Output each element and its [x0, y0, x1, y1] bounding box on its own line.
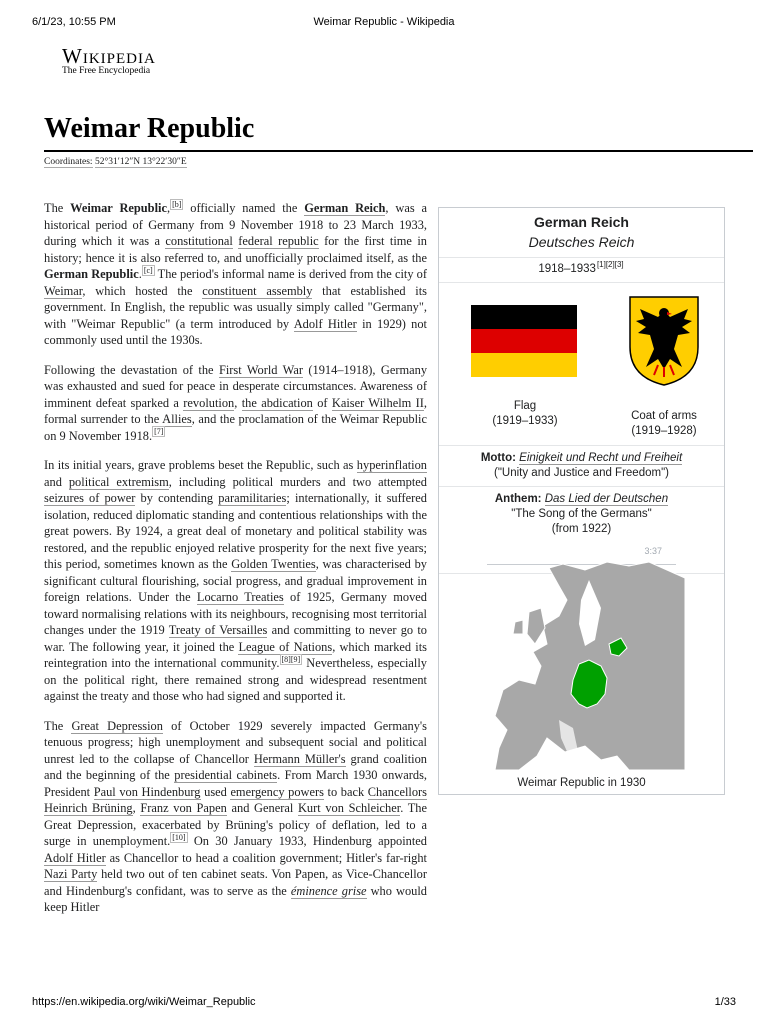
anthem-link[interactable]: Das Lied der Deutschen: [544, 493, 669, 505]
paragraph-4: The Great Depression of October 1929 severely impacted Germany's tenuous progress; high unemployment and subsequent social and political unrest led to the collapse of Chancellor Hermann Müller's grand coalition and the beginning of the presidential cabinets. From March 1930 onwards, President Paul von Hindenburg used emergency powers to back Chancellors Heinrich Brüning, Franz von Papen and General Kurt von Schleicher. The Great Depression, exacerbated by Brüning's policy of deflation, led to a surge in unemployment. [10] On 30 January 1933, Hindenburg appointed Adolf Hitler as Chancellor to head a coalition government; Hitler's far-right Nazi Party held two out of ten cabinet seats. Von Papen, as Vice-Chancellor and Hindenburg's confidant, was to serve as the éminence grise who would keep Hitler: [44, 718, 428, 914]
logo-wordmark: Wikipedia: [62, 44, 156, 68]
years-refs[interactable]: [1][2][3]: [596, 260, 624, 270]
wikipedia-logo[interactable]: [62, 44, 156, 76]
print-page-title: Weimar Republic - Wikipedia: [313, 16, 455, 28]
motto-label: Motto:: [480, 452, 516, 464]
anthem-label: Anthem:: [494, 493, 542, 505]
page-title: Weimar Republic: [44, 113, 255, 144]
infobox-title: German Reich: [534, 214, 629, 230]
years-text: 1918–1933: [538, 263, 596, 275]
infobox-native-name: Deutsches Reich: [528, 234, 635, 250]
motto-link[interactable]: Einigkeit und Recht und Freiheit: [519, 452, 683, 464]
infobox-separator: [439, 257, 724, 258]
print-url: https://en.wikipedia.org/wiki/Weimar_Republic: [32, 996, 256, 1008]
flag-and-coa: [439, 283, 724, 437]
print-page-number: 1/33: [714, 996, 736, 1008]
paragraph-3: In its initial years, grave problems beset the Republic, such as hyperinflation and political extremism, including political murders and two attempted seizures of power by contending paramilitaries; internationally, it suffered isolation, reduced diplomatic standing and contentious relationships with the great powers. By 1924, a great deal of monetary and political stability was restored, and the republic enjoyed relative prosperity for the next five years; this period, sometimes known as the Golden Twenties, was characterised by significant cultural flourishing, social progress, and gradual improvement in foreign relations. Under the Locarno Treaties of 1925, Germany moved toward normalising relations with its neighbours, recognising most territorial changes under the 1919 Treaty of Versailles and committing to never go to war. The following year, it joined the League of Nations, which marked its reintegration into the international community. [8][9] Nevertheless, especially on the political right, there remained strong and widespread resentment against the treaty and those who had signed and supported it.: [44, 458, 427, 703]
article-body: [44, 200, 427, 929]
title-rule: [44, 150, 753, 152]
anthem-translation: "The Song of the Germans": [511, 508, 652, 520]
logo-tagline: The Free Encyclopedia: [62, 66, 151, 76]
coordinates-link[interactable]: 52°31′12″N 13°22′30″E: [94, 157, 187, 167]
motto-translation: ("Unity and Justice and Freedom"): [494, 467, 669, 479]
infobox: [438, 207, 725, 795]
flag-image[interactable]: [471, 305, 577, 377]
map-caption: Weimar Republic in 1930: [517, 777, 646, 789]
print-datetime: 6/1/23, 10:55 PM: [32, 16, 116, 28]
paragraph-2: Following the devastation of the First World War (1914–1918), Germany was exhausted and sued for peace in desperate circumstances. Awareness of imminent defeat sparked a revolution, the abdication of Kaiser Wilhelm II, formal surrender to the Allies, and the proclamation of the Weimar Republic on 9 November 1918. [7]: [44, 362, 428, 443]
paragraph-1: The Weimar Republic, [b] officially named the German Reich, was a historical period of Germany from 9 November 1918 to 23 March 1933, during which it was a constitutional federal republic for the first time in history; hence it is also referred to, and unofficially proclaimed itself, as the German Republic. [c] The period's informal name is derived from the city of Weimar, which hosted the constituent assembly that established its government. In English, the republic was usually simply called "Germany", with "Weimar Republic" (a term introduced by Adolf Hitler in 1929) not commonly used until the 1930s.: [44, 199, 428, 347]
motto-row: [439, 446, 724, 486]
infobox-years: [439, 260, 724, 275]
audio-duration: 3:37: [644, 546, 662, 556]
flag-caption: [469, 399, 581, 429]
coordinates: [44, 157, 187, 167]
coa-caption-years: (1919–1928): [631, 425, 697, 437]
coat-of-arms-caption: [619, 409, 709, 439]
flag-caption-years: (1919–1933): [492, 415, 558, 427]
anthem-row: [439, 487, 724, 542]
coordinates-label[interactable]: Coordinates:: [44, 157, 93, 167]
anthem-year: (from 1922): [551, 523, 612, 535]
coa-caption-label: Coat of arms: [631, 410, 697, 422]
europe-locator-map[interactable]: [489, 560, 687, 772]
flag-caption-label: Flag: [513, 400, 537, 412]
coat-of-arms-image[interactable]: [628, 295, 700, 387]
